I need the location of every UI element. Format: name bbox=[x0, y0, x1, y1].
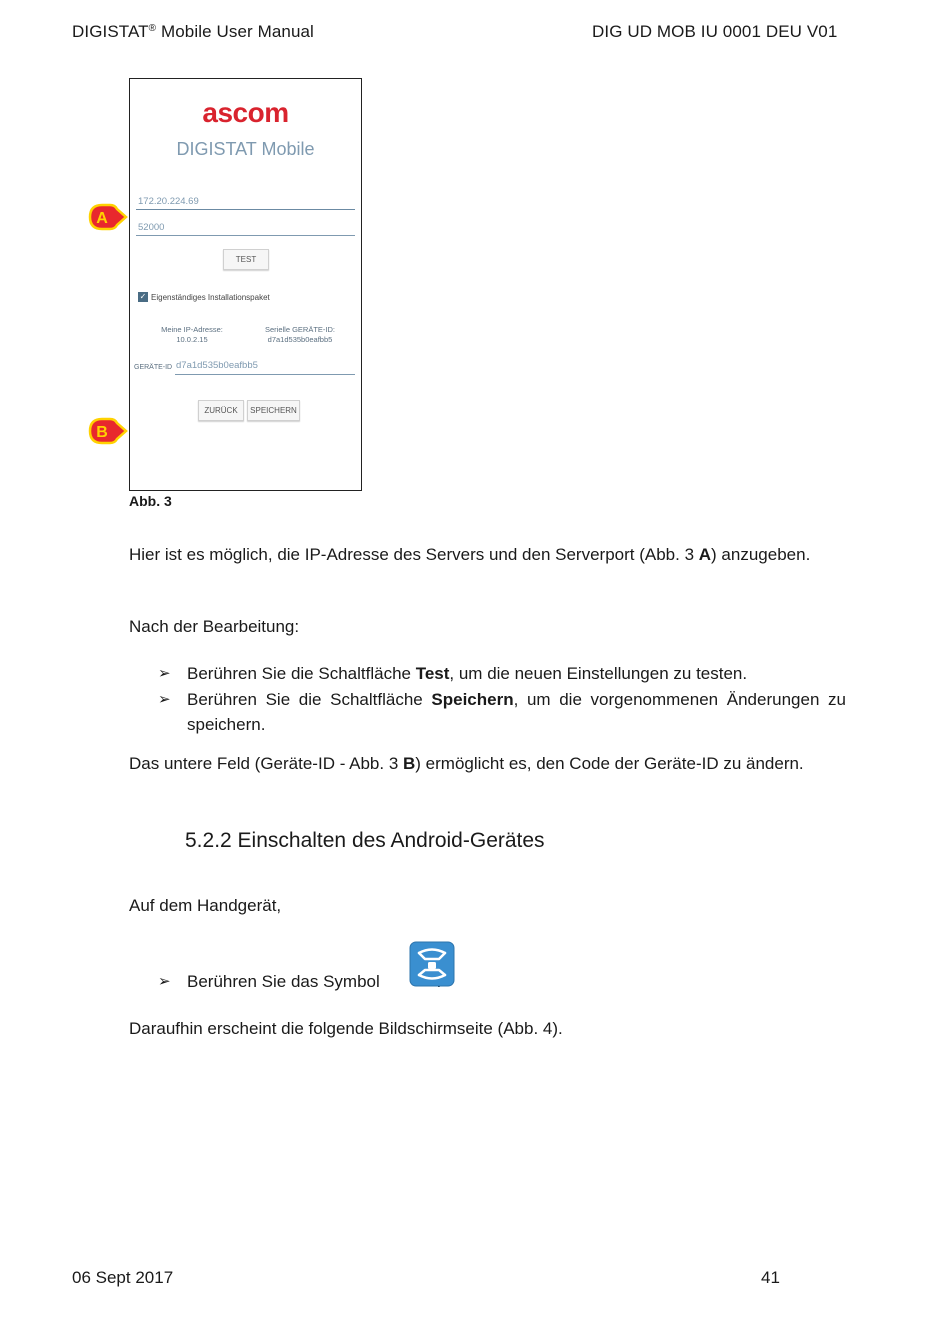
paragraph-next-screen: Daraufhin erscheint die folgende Bildschirmseite (Abb. 4). bbox=[129, 1019, 563, 1038]
serial-id-info: Serielle GERÄTE-ID: d7a1d535b0eafbb5 bbox=[264, 325, 336, 344]
test-button[interactable]: TEST bbox=[223, 249, 269, 270]
server-port-field[interactable]: 52000 bbox=[136, 218, 355, 236]
arrow-bullet-icon: ➢ bbox=[158, 665, 171, 682]
server-ip-field[interactable]: 172.20.224.69 bbox=[136, 192, 355, 210]
page-number: 41 bbox=[761, 1268, 780, 1287]
checkmark-icon: ✓ bbox=[139, 292, 147, 301]
checkbox-label: Eigenständiges Installationspaket bbox=[151, 292, 270, 302]
callout-marker-a bbox=[88, 203, 128, 231]
section-heading: 5.2.2 Einschalten des Android-Gerätes bbox=[185, 829, 545, 852]
footer-date: 06 Sept 2017 bbox=[72, 1268, 174, 1287]
svg-text:A: A bbox=[96, 210, 108, 227]
figure-caption: Abb. 3 bbox=[129, 493, 172, 509]
ascom-logo: ascom bbox=[202, 97, 289, 128]
digistat-app-icon bbox=[409, 941, 455, 987]
my-ip-info: Meine IP-Adresse: 10.0.2.15 bbox=[161, 325, 223, 344]
paragraph-after-editing: Nach der Bearbeitung: bbox=[129, 617, 300, 636]
paragraph-handset: Auf dem Handgerät, bbox=[129, 896, 282, 915]
callout-marker-b bbox=[88, 417, 128, 445]
arrow-bullet-icon: ➢ bbox=[158, 973, 171, 990]
device-id-label: GERÄTE-ID bbox=[134, 364, 173, 371]
install-package-checkbox[interactable] bbox=[138, 292, 270, 302]
app-title: DIGISTAT Mobile bbox=[176, 139, 315, 159]
phone-screenshot bbox=[129, 78, 362, 491]
header-left: DIGISTAT® Mobile User Manual bbox=[72, 22, 314, 41]
svg-text:B: B bbox=[96, 424, 108, 441]
paragraph-ip-address: Hier ist es möglich, die IP-Adresse des Servers und den Serverport (Abb. 3 A) anzugeben. bbox=[129, 545, 811, 564]
header-right: DIG UD MOB IU 0001 DEU V01 bbox=[592, 22, 838, 41]
arrow-bullet-icon: ➢ bbox=[158, 691, 171, 708]
back-button[interactable]: ZURÜCK bbox=[198, 400, 244, 421]
device-id-field[interactable]: d7a1d535b0eafbb5 bbox=[175, 360, 355, 375]
save-button[interactable]: SPEICHERN bbox=[247, 400, 300, 421]
paragraph-device-id: Das untere Feld (Geräte-ID - Abb. 3 B) ermöglicht es, den Code der Geräte-ID zu ändern. bbox=[129, 754, 804, 773]
